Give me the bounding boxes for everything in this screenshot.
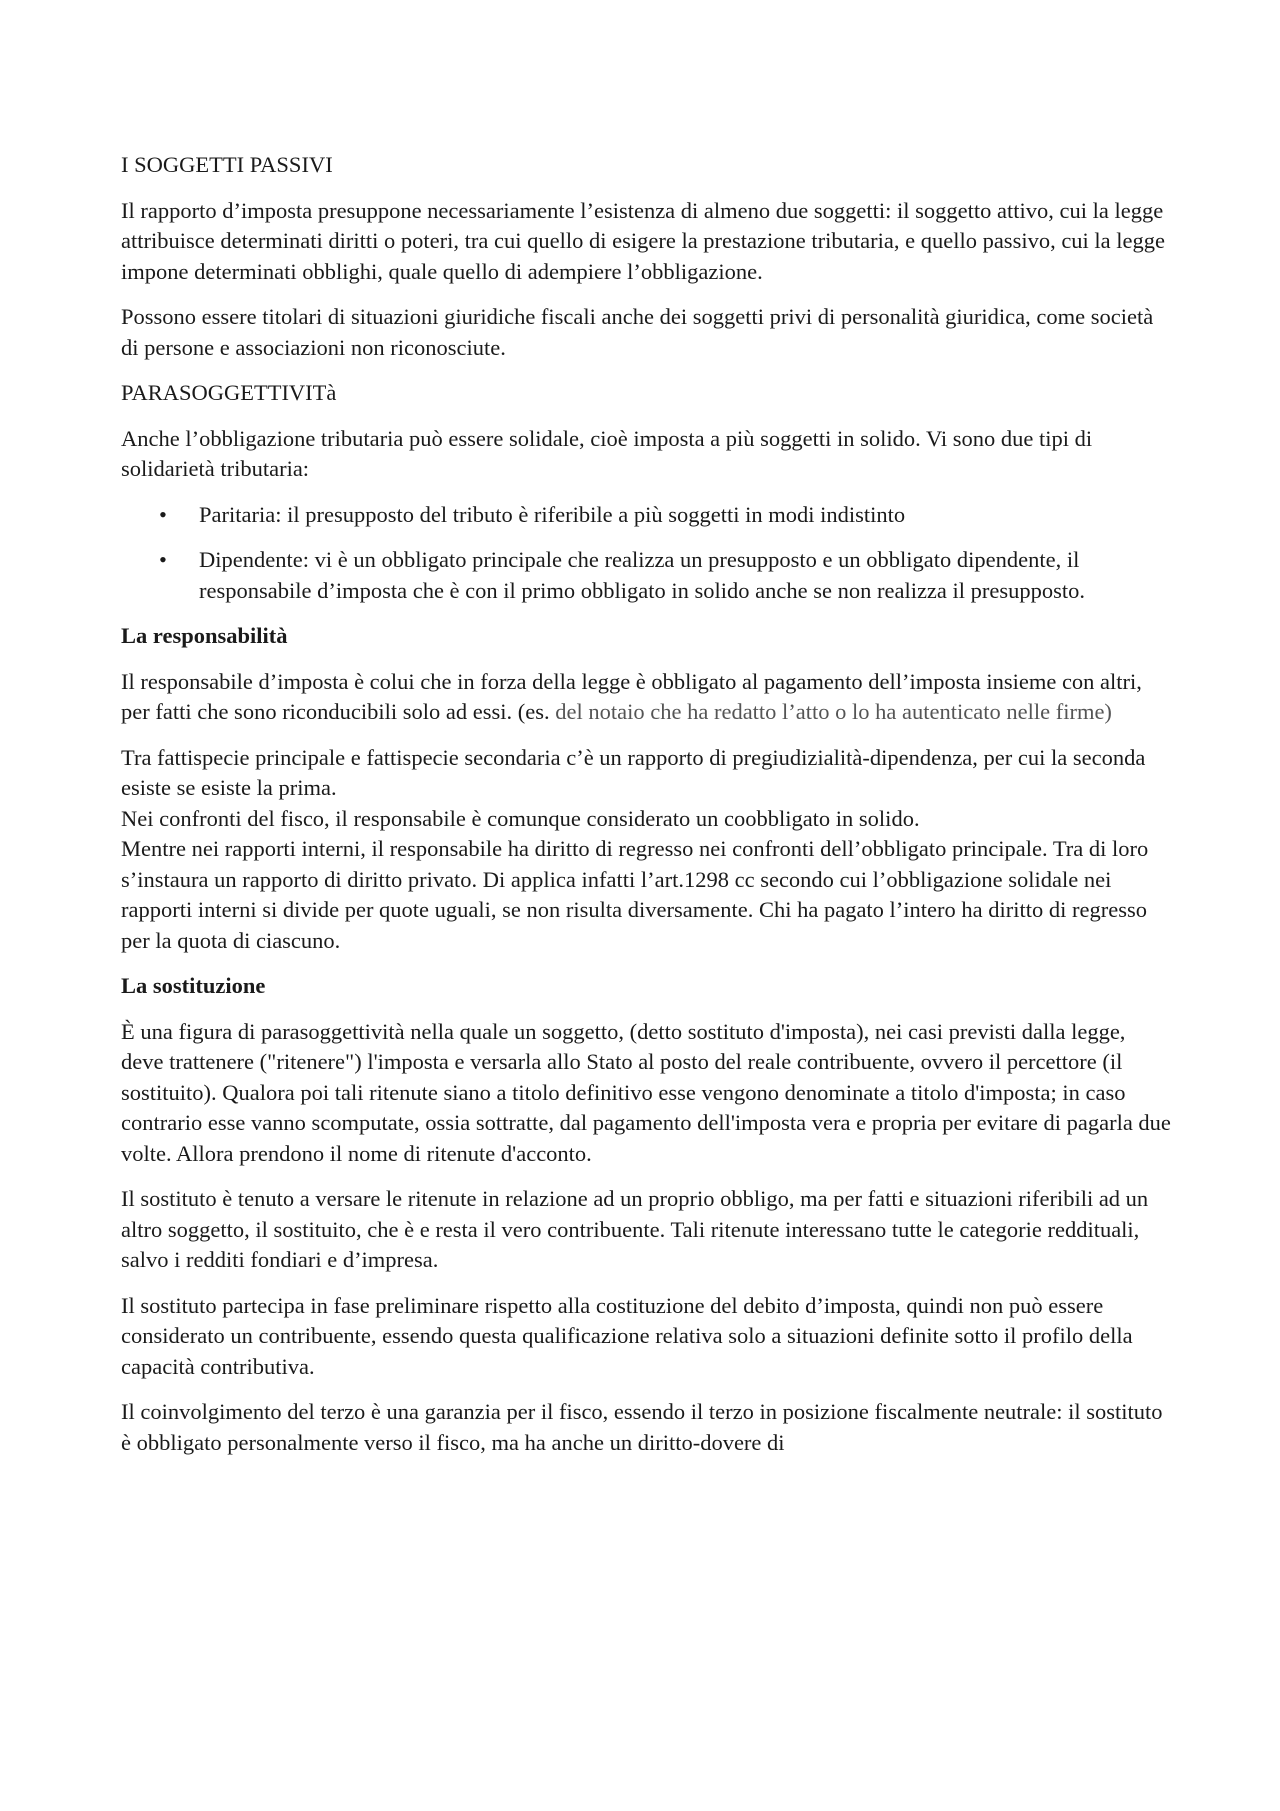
document-body: [121, 150, 1171, 1473]
bullet-icon: •: [159, 547, 167, 572]
paragraph-coinvolgimento-terzo: Il coinvolgimento del terzo è una garanzia per il fisco, essendo il terzo in posizione fiscalmente neutrale: il sostituto è obbligato personalmente verso il fisco, ma ha anche un diritto-dovere di: [121, 1399, 1163, 1455]
list-item-paritaria: [121, 500, 1171, 531]
bullet-icon: •: [159, 501, 167, 527]
solidarieta-list: [121, 500, 1171, 607]
heading-responsabilita: La responsabilità: [121, 623, 288, 648]
paragraph-ritenute: Il sostituto è tenuto a versare le ritenute in relazione ad un proprio obbligo, ma per fatti e situazioni riferibili ad un altro soggetto, il sostituito, che è e resta il vero contribuente. Tali ritenute interessano tutte le categorie reddituali, salvo i redditi fondiari e d’impresa.: [121, 1186, 1149, 1272]
paragraph-rapporto-imposta: Il rapporto d’imposta presuppone necessariamente l’esistenza di almeno due soggetti: il soggetto attivo, cui la legge attribuisce determinati diritti o poteri, tra cui quello di esigere la prestazione tributaria, e quello passivo, cui la legge impone determinati obblighi, quale quello di adempiere l’obbligazione.: [121, 197, 1166, 284]
list-item-dipendente: [121, 545, 1171, 606]
responsabile-text: Il responsabile d’imposta è colui che in forza della legge è obbligato al pagamento dell’imposta insieme con altri, per fatti che sono riconducibili solo ad essi. (es.: [121, 668, 1142, 724]
heading-soggetti-passivi: I SOGGETTI PASSIVI: [121, 152, 333, 177]
example-notaio: del notaio che ha redatto l’atto o lo ha autenticato nelle firme): [555, 699, 1112, 724]
paragraph-sostituto-imposta: È una figura di parasoggettività nella quale un soggetto, (detto sostituto d'imposta), nei casi previsti dalla legge, deve trattenere ("ritenere") l'imposta e versarla allo Stato al posto del reale contribuente, ovvero il percettore (il sostituito). Qualora poi tali ritenute siano a titolo definitivo esse vengono denominate a titolo d'imposta; in caso contrario esse vanno scomputate, ossia sottratte, dal pagamento dell'imposta vera e propria per evitare di pagarla due volte. Allora prendono il nome di ritenute d'acconto.: [121, 1018, 1171, 1166]
list-item-text: Dipendente: vi è un obbligato principale che realizza un presupposto e un obbligato dipendente, il responsabile d’imposta che è con il primo obbligato in solido anche se non realizza il presupposto.: [199, 547, 1086, 603]
paragraph-coobbligato: Nei confronti del fisco, il responsabile è comunque considerato un coobbligato in solido.: [121, 805, 920, 831]
heading-sostituzione: La sostituzione: [121, 973, 266, 998]
paragraph-fattispecie: Tra fattispecie principale e fattispecie secondaria c’è un rapporto di pregiudizialità-dipendenza, per cui la seconda esiste se esiste la prima.: [121, 744, 1146, 800]
paragraph-responsabile: [121, 667, 1171, 728]
paragraph-fase-preliminare: Il sostituto partecipa in fase preliminare rispetto alla costituzione del debito d’imposta, quindi non può essere considerato un contribuente, essendo questa qualificazione relativa solo a situazioni definite sotto il profilo della capacità contributiva.: [121, 1292, 1133, 1379]
paragraph-titolari: Possono essere titolari di situazioni giuridiche fiscali anche dei soggetti privi di personalità giuridica, come società di persone e associazioni non riconosciute.: [121, 304, 1154, 360]
heading-parasoggettivita: PARASOGGETTIVITà: [121, 380, 337, 405]
list-item-text: Paritaria: il presupposto del tributo è riferibile a più soggetti in modi indistinto: [199, 501, 906, 527]
paragraph-rapporti-interni: Mentre nei rapporti interni, il responsabile ha diritto di regresso nei confronti dell’obbligato principale. Tra di loro s’instaura un rapporto di diritto privato. Di applica infatti l’art.1298 cc secondo cui l’obbligazione solidale nei rapporti interni si divide per quote uguali, se non risulta diversamente. Chi ha pagato l’intero ha diritto di regresso per la quota di ciascuno.: [121, 836, 1149, 953]
paragraph-solidale: Anche l’obbligazione tributaria può essere solidale, cioè imposta a più soggetti in solido. Vi sono due tipi di solidarietà tributaria:: [121, 425, 1093, 481]
